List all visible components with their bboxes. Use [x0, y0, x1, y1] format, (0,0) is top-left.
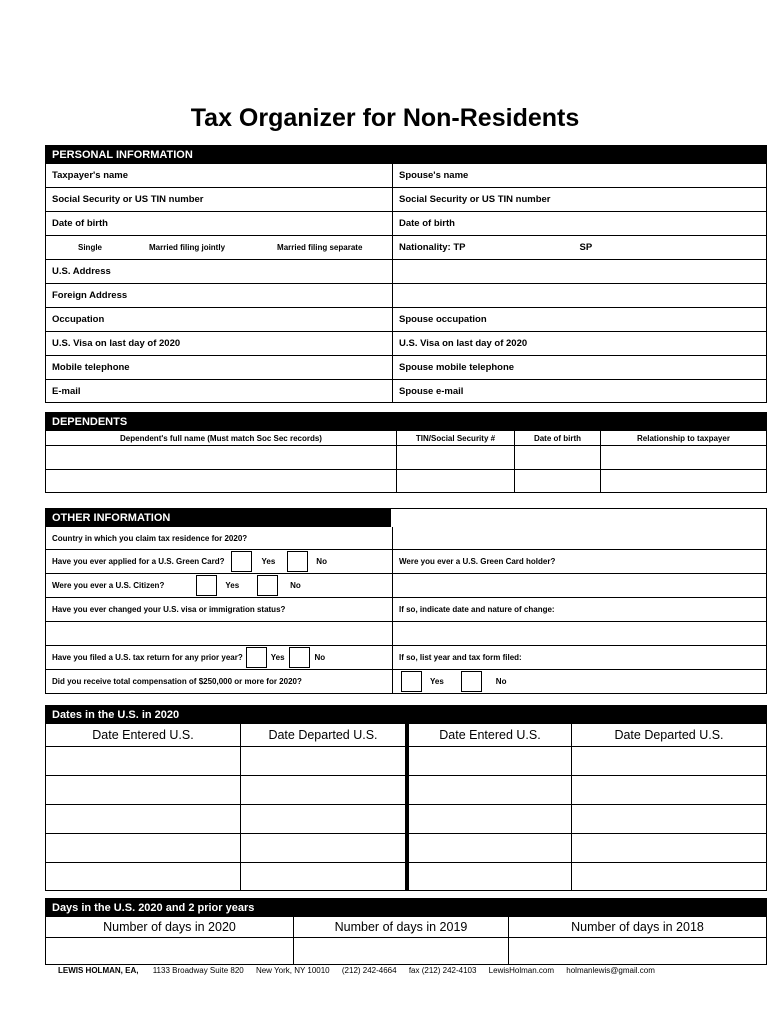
ssn-field[interactable]	[46, 188, 392, 211]
mobile-label: Mobile telephone	[52, 362, 130, 373]
date-departed-input[interactable]	[571, 834, 766, 862]
country-residence-label: Country in which you claim tax residence for 2020?	[52, 533, 248, 543]
days-section	[45, 898, 767, 965]
table-row	[46, 469, 766, 492]
date-departed-input[interactable]	[240, 776, 405, 804]
ssn-label: Social Security or US TIN number	[52, 194, 204, 205]
yes-label: Yes	[225, 581, 240, 590]
country-residence-answer[interactable]	[392, 527, 766, 549]
dependent-name-column-header: Dependent's full name (Must match Soc Sec records)	[120, 433, 322, 443]
date-departed-input[interactable]	[240, 747, 405, 775]
us-address-field[interactable]	[46, 260, 392, 283]
foreign-address-field[interactable]	[46, 284, 392, 307]
footer-email-link[interactable]: holmanlewis@gmail.com	[566, 966, 655, 975]
foreign-address-label: Foreign Address	[52, 290, 128, 301]
table-row	[46, 775, 766, 804]
dependent-dob-column-header: Date of birth	[514, 431, 600, 445]
filing-status-row	[46, 236, 392, 259]
date-entered-input[interactable]	[405, 747, 571, 775]
yes-label: Yes	[430, 677, 444, 686]
compensation-label: Did you receive total compensation of $250,000 or more for 2020?	[52, 677, 302, 686]
days-2019-column-header: Number of days in 2019	[293, 917, 508, 937]
days-header: Days in the U.S. 2020 and 2 prior years	[52, 902, 255, 914]
date-departed-input[interactable]	[240, 834, 405, 862]
spouse-email-label: Spouse e-mail	[399, 385, 464, 397]
date-entered-input[interactable]	[46, 747, 240, 775]
change-detail-label: If so, indicate date and nature of change:	[399, 605, 555, 614]
spouse-name-field[interactable]	[392, 164, 766, 187]
spouse-name-label: Spouse's name	[399, 170, 469, 181]
prior-detail-field[interactable]	[392, 646, 766, 669]
table-row	[46, 746, 766, 775]
table-row	[46, 833, 766, 862]
date-entered-column-header-2: Date Entered U.S.	[405, 724, 571, 746]
filing-married-jointly-option[interactable]: Married filing jointly	[149, 243, 226, 252]
prior-return-no-checkbox[interactable]	[289, 647, 310, 668]
citizen-answer[interactable]	[392, 574, 766, 597]
us-address-label: U.S. Address	[52, 266, 111, 277]
dependent-relationship-input[interactable]	[600, 446, 766, 469]
footer	[58, 966, 665, 975]
date-entered-input[interactable]	[46, 805, 240, 833]
dob-label: Date of birth	[52, 218, 108, 229]
table-row	[46, 862, 766, 890]
prior-detail-label: If so, list year and tax form filed:	[399, 653, 522, 662]
yes-label: Yes	[270, 653, 285, 662]
dob-field[interactable]	[46, 212, 392, 235]
occupation-label: Occupation	[52, 314, 105, 325]
dependent-name-input[interactable]	[46, 446, 396, 469]
date-entered-input[interactable]	[46, 863, 240, 890]
nationality-field[interactable]	[392, 236, 766, 259]
footer-website-link[interactable]: LewisHolman.com	[488, 966, 555, 975]
personal-information-section	[45, 145, 767, 403]
email-label: E-mail	[52, 385, 81, 397]
dependent-name-input[interactable]	[46, 470, 396, 492]
page-title: Tax Organizer for Non-Residents	[190, 104, 580, 132]
spouse-occupation-label: Spouse occupation	[399, 314, 487, 325]
spouse-email-field[interactable]	[392, 380, 766, 402]
citizen-no-checkbox[interactable]	[257, 575, 278, 596]
spouse-ssn-field[interactable]	[392, 188, 766, 211]
visa-change-answer[interactable]	[46, 622, 392, 645]
no-label: No	[495, 677, 507, 686]
green-card-holder-field[interactable]	[392, 550, 766, 573]
compensation-answer-row	[392, 670, 766, 693]
dependent-relationship-column-header: Relationship to taxpayer	[600, 431, 766, 445]
table-row	[46, 937, 766, 964]
date-entered-input[interactable]	[46, 834, 240, 862]
dependent-tin-input[interactable]	[396, 446, 514, 469]
date-entered-input[interactable]	[405, 776, 571, 804]
personal-information-header: PERSONAL INFORMATION	[46, 146, 766, 164]
green-card-applied-yes-checkbox[interactable]	[231, 551, 252, 572]
dependents-section	[45, 412, 767, 493]
nationality-tp-label: Nationality: TP	[399, 242, 466, 253]
dates-header-row	[46, 706, 766, 724]
date-departed-column-header-1: Date Departed U.S.	[240, 724, 405, 746]
dependent-dob-input[interactable]	[514, 470, 600, 492]
date-entered-column-header-1: Date Entered U.S.	[92, 728, 194, 742]
prior-return-yes-checkbox[interactable]	[246, 647, 267, 668]
date-entered-input[interactable]	[46, 776, 240, 804]
days-2018-input[interactable]	[508, 938, 766, 964]
spouse-visa-label: U.S. Visa on last day of 2020	[399, 338, 528, 349]
date-departed-input[interactable]	[240, 805, 405, 833]
date-departed-column-header-2: Date Departed U.S.	[571, 724, 766, 746]
days-2018-column-header: Number of days in 2018	[508, 917, 766, 937]
days-2020-column-header: Number of days in 2020	[103, 920, 236, 934]
spouse-mobile-label: Spouse mobile telephone	[399, 362, 515, 373]
no-label: No	[314, 653, 326, 662]
visa-change-label: Have you ever changed your U.S. visa or immigration status?	[52, 605, 286, 614]
country-residence-field[interactable]	[46, 527, 392, 549]
spouse-visa-field[interactable]	[392, 332, 766, 355]
us-address-spouse-field[interactable]	[392, 260, 766, 283]
date-entered-input[interactable]	[405, 834, 571, 862]
dependent-relationship-input[interactable]	[600, 470, 766, 492]
no-label: No	[290, 581, 301, 590]
dependent-dob-input[interactable]	[514, 446, 600, 469]
mobile-field[interactable]	[46, 356, 392, 379]
green-card-holder-label: Were you ever a U.S. Green Card holder?	[399, 557, 556, 566]
date-departed-input[interactable]	[571, 747, 766, 775]
footer-city: New York, NY 10010	[255, 966, 330, 975]
date-departed-input[interactable]	[240, 863, 405, 890]
prior-return-label: Have you filed a U.S. tax return for any prior year?	[52, 653, 243, 662]
no-label: No	[316, 557, 327, 566]
dates-section	[45, 705, 767, 891]
spouse-occupation-field[interactable]	[392, 308, 766, 331]
footer-fax: fax (212) 242-4103	[408, 966, 477, 975]
other-information-header-row	[46, 509, 766, 527]
date-entered-input[interactable]	[405, 863, 571, 890]
green-card-applied-row	[46, 550, 392, 573]
footer-phone: (212) 242-4664	[341, 966, 397, 975]
compensation-field	[46, 670, 392, 693]
table-row	[46, 804, 766, 833]
taxpayer-name-label: Taxpayer's name	[52, 170, 129, 181]
dependent-tin-column-header: TIN/Social Security #	[396, 431, 514, 445]
table-row	[46, 445, 766, 469]
prior-return-row	[46, 646, 392, 669]
dates-header: Dates in the U.S. in 2020	[52, 709, 180, 721]
visa-field[interactable]	[46, 332, 392, 355]
spouse-dob-field[interactable]	[392, 212, 766, 235]
occupation-field[interactable]	[46, 308, 392, 331]
citizen-label: Were you ever a U.S. Citizen?	[52, 581, 165, 590]
days-2020-input[interactable]	[46, 938, 293, 964]
filing-married-separate-option[interactable]: Married filing separate	[277, 243, 363, 252]
date-departed-input[interactable]	[571, 776, 766, 804]
filing-single-option[interactable]: Single	[78, 243, 103, 252]
spouse-ssn-label: Social Security or US TIN number	[399, 194, 551, 205]
visa-change-field[interactable]	[46, 598, 392, 621]
citizen-yes-checkbox[interactable]	[196, 575, 217, 596]
date-departed-input[interactable]	[571, 805, 766, 833]
footer-name: LEWIS HOLMAN, EA,	[58, 966, 139, 975]
footer-address: 1133 Broadway Suite 820	[152, 966, 244, 975]
compensation-no-checkbox[interactable]	[461, 671, 482, 692]
date-entered-input[interactable]	[405, 805, 571, 833]
green-card-applied-label: Have you ever applied for a U.S. Green Card?	[52, 557, 225, 566]
days-header-row	[46, 899, 766, 917]
change-detail-field[interactable]	[392, 598, 766, 621]
days-2019-input[interactable]	[293, 938, 508, 964]
visa-label: U.S. Visa on last day of 2020	[52, 338, 181, 349]
yes-label: Yes	[261, 557, 276, 566]
date-departed-input[interactable]	[571, 863, 766, 890]
dependents-header: DEPENDENTS	[46, 413, 766, 431]
citizen-row	[46, 574, 392, 597]
spouse-mobile-field[interactable]	[392, 356, 766, 379]
taxpayer-name-field[interactable]	[46, 164, 392, 187]
compensation-yes-checkbox[interactable]	[401, 671, 422, 692]
other-information-section	[45, 508, 767, 694]
other-information-header: OTHER INFORMATION	[46, 509, 392, 527]
green-card-applied-no-checkbox[interactable]	[287, 551, 308, 572]
change-detail-answer[interactable]	[392, 622, 766, 645]
nationality-sp-label: SP	[579, 242, 593, 253]
spouse-dob-label: Date of birth	[399, 218, 455, 229]
email-field[interactable]	[46, 380, 392, 402]
dependent-tin-input[interactable]	[396, 470, 514, 492]
foreign-address-spouse-field[interactable]	[392, 284, 766, 307]
